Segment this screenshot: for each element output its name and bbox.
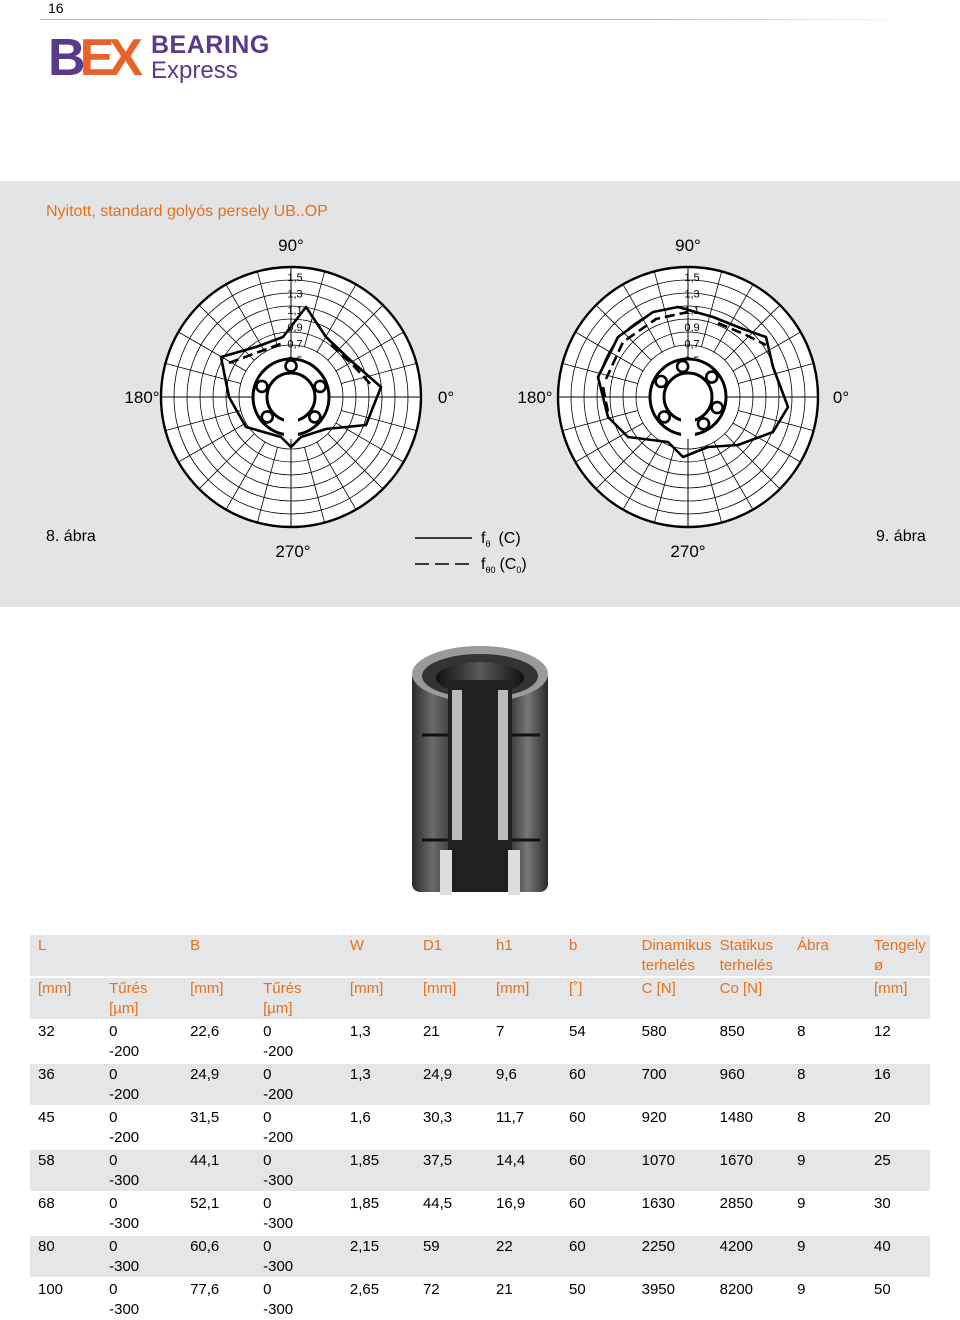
cell-B: 22,6: [190, 1023, 220, 1040]
legend-label-1: $f_\theta$ (C): [481, 530, 521, 549]
cell-h1: 21: [496, 1281, 513, 1298]
cell-h1: 9,6: [488, 1063, 561, 1106]
cell-C: 1630: [641, 1195, 675, 1212]
bearing-slot: [681, 417, 695, 439]
table-unit-row: [30, 977, 930, 1020]
header-cell-line1: Ábra: [797, 937, 829, 954]
header-cell-line1: Tengely ø: [874, 937, 926, 974]
cell-fig: 8: [797, 1023, 806, 1040]
cell-Co: 1480: [719, 1109, 754, 1126]
cell-B: 31,5: [190, 1109, 220, 1126]
radial-label: 1,5: [684, 272, 700, 284]
cell-fig: 9: [797, 1281, 806, 1298]
cell-fig: 8: [797, 1109, 806, 1126]
angle-90-left: 90°: [278, 236, 304, 255]
cell-D1: 59: [415, 1235, 488, 1278]
header-cell-line2: terhelés: [719, 957, 774, 974]
cell-W: 1,3: [349, 1023, 371, 1040]
unit-cell: [866, 977, 930, 1020]
header-cell: [789, 935, 866, 977]
bearing-slot: [284, 417, 298, 439]
unit-cell: [789, 977, 866, 1020]
cell-b: 50: [569, 1281, 586, 1298]
cell-tL1: [101, 1149, 182, 1192]
table-row: [30, 1235, 930, 1278]
cell-D1: 21: [422, 1023, 440, 1040]
unit-cell-line1: Tűrés: [109, 980, 148, 997]
radial-label: 0,9: [287, 321, 303, 334]
bearing-ball: [677, 361, 688, 372]
header-cell: [101, 935, 182, 977]
cell-D1: 37,5: [415, 1149, 488, 1192]
cell-L: 100: [38, 1281, 64, 1298]
cell-Co: 4200: [712, 1235, 790, 1278]
cell-tB1-line1: 0: [263, 1066, 272, 1083]
table-row: [30, 1106, 930, 1149]
unit-cell: [561, 977, 634, 1020]
unit-cell-line2: [µm]: [109, 1000, 139, 1017]
cell-h1: 22: [488, 1235, 561, 1278]
cell-h1: 7: [496, 1023, 505, 1040]
cell-L: 32: [38, 1023, 55, 1040]
cell-tB1-line2: -200: [263, 1129, 294, 1146]
cell-tB1: [255, 1020, 342, 1063]
cell-tB1-line2: -300: [263, 1301, 294, 1318]
cell-W: 1,3: [342, 1063, 415, 1106]
header-rule: [40, 19, 915, 20]
cell-B: 77,6: [190, 1281, 220, 1298]
unit-cell: [101, 977, 182, 1020]
cell-tL1-line1: 0: [109, 1281, 118, 1298]
cell-tL1: [101, 1020, 182, 1063]
cell-D1: 44,5: [422, 1195, 453, 1212]
cell-C: 580: [641, 1023, 667, 1040]
legend-label-2: $f_{\theta 0}$ $(C_0)$: [481, 556, 527, 575]
radial-label: 1,3: [684, 288, 700, 301]
figure-caption-9: 9. ábra: [876, 528, 926, 545]
cell-W: 1,6: [349, 1109, 371, 1126]
unit-cell: [255, 977, 342, 1020]
cell-tL1: [101, 1235, 182, 1278]
cell-W: 2,65: [349, 1281, 380, 1298]
cell-C: 2250: [634, 1235, 712, 1278]
cell-h1: 11,7: [496, 1109, 525, 1126]
header-cell: [30, 935, 101, 977]
cell-tB1: [255, 1149, 342, 1192]
cell-W: 1,85: [342, 1149, 415, 1192]
cell-tL1-line2: -300: [109, 1258, 140, 1275]
unit-cell-line1: [mm]: [190, 980, 224, 997]
table-row: [30, 1020, 930, 1063]
cell-tL1-line1: 0: [109, 1023, 118, 1040]
header-cell-line1: D1: [422, 937, 443, 954]
cell-B: 24,9: [182, 1063, 255, 1106]
header-cell-line1: b: [569, 937, 578, 954]
header-cell-line1: L: [38, 937, 47, 954]
angle-0-left: 0°: [437, 388, 455, 407]
cell-C: 3950: [641, 1281, 675, 1298]
cell-L: 80: [30, 1235, 101, 1278]
cell-tB1: [255, 1063, 342, 1106]
linear-bushing-image: [400, 640, 560, 902]
bearing-ball: [256, 381, 267, 392]
cell-b: 60: [569, 1195, 586, 1212]
cell-C: 1070: [634, 1149, 712, 1192]
legend: [415, 530, 527, 575]
cell-fig: 9: [797, 1195, 806, 1212]
cell-tB1-line1: 0: [263, 1281, 272, 1298]
unit-cell-line1: [mm]: [349, 980, 384, 997]
cell-tB1-line1: 0: [263, 1195, 272, 1212]
angle-0-right: 0°: [832, 388, 850, 407]
angle-180-left: 180°: [124, 388, 160, 407]
cell-tL1-line1: 0: [109, 1238, 118, 1255]
unit-cell-line1: C [N]: [641, 980, 676, 997]
bearing-ball: [656, 376, 667, 387]
cell-tB1-line2: -300: [263, 1172, 294, 1189]
cell-Co: 960: [712, 1063, 790, 1106]
logo-mark: BEX: [48, 29, 137, 87]
cell-W: 1,85: [349, 1195, 380, 1212]
polar-diagram-9: [558, 267, 818, 527]
bearing-ball: [262, 411, 273, 422]
radial-label: 1,1: [287, 305, 303, 318]
cell-B: 44,1: [182, 1149, 255, 1192]
cell-tL1-line2: -200: [109, 1043, 140, 1060]
cell-tL1-line2: -200: [109, 1086, 140, 1103]
radial-label: 1,1: [684, 305, 700, 318]
header-cell: [182, 935, 255, 977]
unit-cell: [342, 977, 415, 1020]
cell-shaft: 16: [866, 1063, 930, 1106]
cell-B: 60,6: [182, 1235, 255, 1278]
unit-cell: [634, 977, 712, 1020]
header-cell: [342, 935, 415, 977]
logo-word-bearing: BEARING: [151, 31, 270, 59]
radial-label: 0,9: [684, 321, 700, 334]
bearing-ball: [286, 361, 297, 372]
header-cell-line2: terhelés: [641, 957, 695, 974]
cell-fig: 8: [789, 1063, 866, 1106]
unit-cell: [30, 977, 101, 1020]
unit-cell-line2: [µm]: [263, 1000, 293, 1017]
header-cell-line1: Dinamikus: [641, 937, 712, 954]
cell-shaft: 40: [866, 1235, 930, 1278]
cell-tL1-line1: 0: [109, 1152, 118, 1169]
header-cell: [415, 935, 488, 977]
cell-D1: 30,3: [422, 1109, 453, 1126]
bearing-ball: [712, 402, 723, 413]
cell-Co: 850: [719, 1023, 745, 1040]
cell-C: 920: [641, 1109, 667, 1126]
unit-cell-line1: Tűrés: [263, 980, 302, 997]
page-number: 16: [48, 0, 64, 16]
figure-caption-8: 8. ábra: [46, 528, 96, 545]
header-cell: [866, 935, 930, 977]
cell-tB1: [255, 1235, 342, 1278]
cell-tL1-line2: -300: [109, 1215, 140, 1232]
cell-shaft: 20: [874, 1109, 891, 1126]
cell-tL1-line1: 0: [109, 1109, 118, 1126]
unit-cell-line1: [mm]: [38, 980, 72, 997]
cell-tL1-line2: -300: [109, 1172, 140, 1189]
header-cell-line1: Statikus: [719, 937, 773, 954]
unit-cell-line1: [mm]: [874, 980, 908, 997]
bearing-ball: [309, 411, 320, 422]
header-cell: [634, 935, 712, 977]
polar-load-diagrams: [0, 181, 960, 607]
cell-tB1-line1: 0: [263, 1109, 272, 1126]
header-cell: [488, 935, 561, 977]
angle-90-right: 90°: [675, 236, 701, 255]
cell-tL1: [101, 1192, 182, 1235]
cell-Co: 1670: [712, 1149, 790, 1192]
logo-word-express: Express: [151, 57, 238, 84]
cell-b: 60: [561, 1235, 634, 1278]
cell-tL1: [101, 1278, 182, 1320]
unit-cell: [488, 977, 561, 1020]
angle-270-left: 270°: [275, 542, 311, 561]
table-row: [30, 1149, 930, 1192]
bearing-ball: [659, 411, 670, 422]
header-cell-line1: h1: [496, 937, 513, 954]
cell-C: 700: [634, 1063, 712, 1106]
cell-tB1: [255, 1106, 342, 1149]
spec-table: [30, 935, 930, 1320]
cell-L: 36: [30, 1063, 101, 1106]
cell-tL1-line1: 0: [109, 1066, 118, 1083]
radial-label: 1,3: [287, 288, 303, 301]
cell-fig: 9: [789, 1149, 866, 1192]
cell-tB1: [255, 1278, 342, 1320]
unit-cell-line1: [mm]: [422, 980, 457, 997]
radial-label: 1,5: [287, 272, 303, 284]
cell-B: 52,1: [190, 1195, 220, 1212]
unit-cell: [415, 977, 488, 1020]
cell-tB1-line2: -200: [263, 1086, 294, 1103]
bearing-ball: [706, 372, 717, 383]
angle-270-right: 270°: [670, 542, 706, 561]
bearing-ball: [698, 418, 709, 429]
cell-b: 60: [561, 1063, 634, 1106]
cell-W: 2,15: [342, 1235, 415, 1278]
bearing-inner: [267, 373, 315, 421]
radial-label: 0,7: [684, 338, 700, 351]
bearing-inner: [664, 373, 712, 421]
unit-cell-line1: [˚]: [569, 980, 583, 997]
header-cell: [561, 935, 634, 977]
cell-Co: 8200: [719, 1281, 754, 1298]
cell-h1: 16,9: [496, 1195, 526, 1212]
cell-tL1-line2: -300: [109, 1301, 140, 1318]
cell-tB1-line2: -300: [263, 1258, 294, 1275]
cell-shaft: 25: [866, 1149, 930, 1192]
cell-tB1-line1: 0: [263, 1152, 272, 1169]
cell-tL1: [101, 1063, 182, 1106]
header-cell-line1: B: [190, 937, 201, 954]
unit-cell: [712, 977, 790, 1020]
header-cell: [255, 935, 342, 977]
cell-shaft: 12: [874, 1023, 891, 1040]
cell-shaft: 50: [874, 1281, 891, 1298]
table-row: [30, 1063, 930, 1106]
unit-cell: [182, 977, 255, 1020]
cell-tB1-line1: 0: [263, 1023, 272, 1040]
header-cell: [712, 935, 790, 977]
cell-tL1-line2: -200: [109, 1129, 140, 1146]
cell-tL1: [101, 1106, 182, 1149]
bex-logo: [48, 30, 288, 86]
unit-cell-line1: [mm]: [496, 980, 530, 997]
cell-D1: 24,9: [415, 1063, 488, 1106]
cell-fig: 9: [789, 1235, 866, 1278]
header-cell-line1: W: [349, 937, 365, 954]
cell-L: 68: [38, 1195, 55, 1212]
cell-h1: 14,4: [488, 1149, 561, 1192]
cell-b: 60: [561, 1149, 634, 1192]
section-title: Nyitott, standard golyós persely UB..OP: [46, 203, 328, 220]
table-row: [30, 1278, 930, 1320]
cell-tL1-line1: 0: [109, 1195, 118, 1212]
cell-tB1-line1: 0: [263, 1238, 272, 1255]
cell-D1: 72: [422, 1281, 440, 1298]
radial-label: 0,7: [287, 338, 303, 351]
table-row: [30, 1192, 930, 1235]
cell-L: 58: [30, 1149, 101, 1192]
cell-b: 60: [569, 1109, 586, 1126]
cell-tB1-line2: -300: [263, 1215, 294, 1232]
cell-tB1: [255, 1192, 342, 1235]
cell-tB1-line2: -200: [263, 1043, 294, 1060]
polar-diagram-8: [161, 267, 421, 527]
cell-Co: 2850: [719, 1195, 754, 1212]
cell-shaft: 30: [874, 1195, 891, 1212]
unit-cell-line1: Co [N]: [719, 980, 763, 997]
table-header-row: [30, 935, 930, 977]
cell-L: 45: [38, 1109, 55, 1126]
bearing-ball: [315, 381, 326, 392]
cell-b: 54: [569, 1023, 586, 1040]
angle-180-right: 180°: [517, 388, 553, 407]
